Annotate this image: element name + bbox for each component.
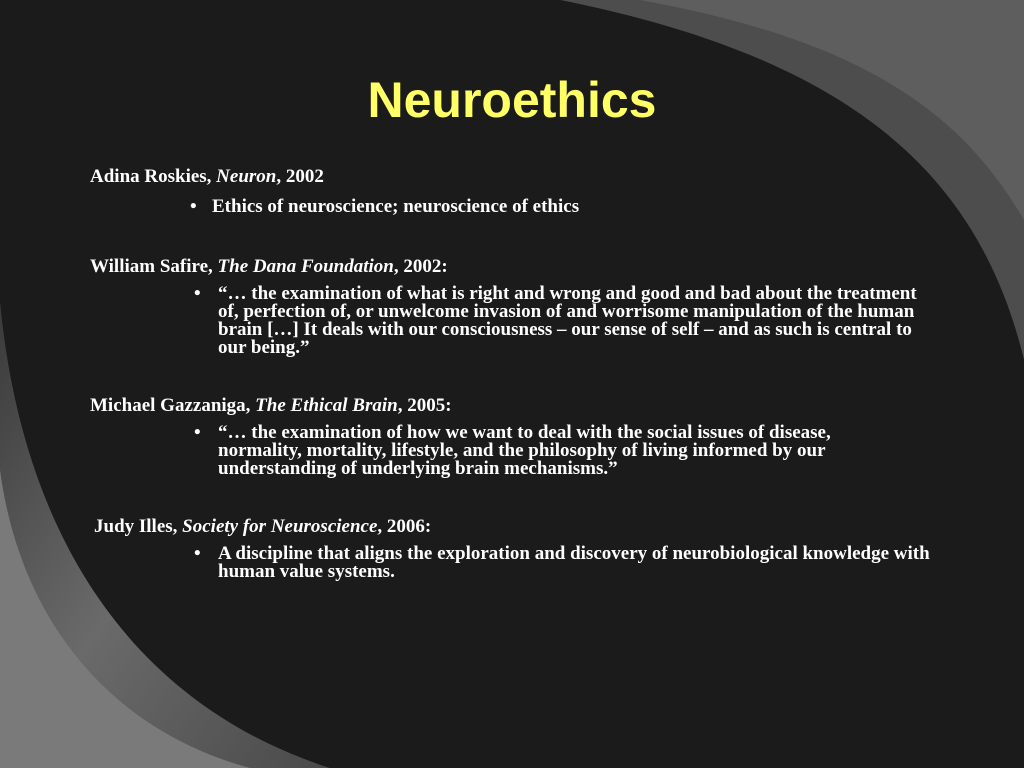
citation-year: , 2002: <box>393 256 448 277</box>
citation-safire <box>90 256 448 278</box>
quote-text: A discipline that aligns the exploration and discovery of neurobiological knowledge with human value systems. <box>218 543 930 582</box>
bullet-glyph: • <box>194 422 201 443</box>
citation-author: Adina Roskies, <box>90 166 217 187</box>
citation-author: Judy Illes, <box>94 516 183 537</box>
quote-gazzaniga <box>194 422 908 479</box>
bullet-glyph: • <box>190 196 197 217</box>
quote-text: “… the examination of what is right and wrong and good and bad about the treatment of, perfection of, or unwelcome invasion of and worrisome manipulation of the human brain […] It deals with our consciousness – our sense of self – and as such is central to our being.” <box>218 283 917 358</box>
bullet-glyph: • <box>194 283 201 304</box>
quote-text: “… the examination of how we want to deal with the social issues of disease, normality, mortality, lifestyle, and the philosophy of living informed by our understanding of underlying brain mechanisms.” <box>218 422 831 479</box>
citation-year: , 2005: <box>397 395 452 416</box>
slide-title: Neuroethics <box>367 72 657 128</box>
citation-illes <box>94 516 431 538</box>
citation-source: Neuron <box>216 166 277 187</box>
citation-roskies <box>90 166 324 188</box>
bullet-glyph: • <box>194 543 201 564</box>
quote-roskies <box>190 196 932 217</box>
citation-author: William Safire, <box>90 256 218 277</box>
citation-author: Michael Gazzaniga, <box>90 395 256 416</box>
quote-safire <box>194 283 933 358</box>
citation-source: Society for Neuroscience <box>182 516 378 537</box>
quote-text: Ethics of neuroscience; neuroscience of ethics <box>212 196 580 217</box>
citation-source: The Ethical Brain <box>255 395 398 416</box>
citation-year: , 2006: <box>377 516 432 537</box>
citation-year: , 2002 <box>276 166 324 187</box>
citation-gazzaniga <box>90 395 452 417</box>
citation-source: The Dana Foundation <box>217 256 394 277</box>
quote-illes <box>194 543 938 582</box>
